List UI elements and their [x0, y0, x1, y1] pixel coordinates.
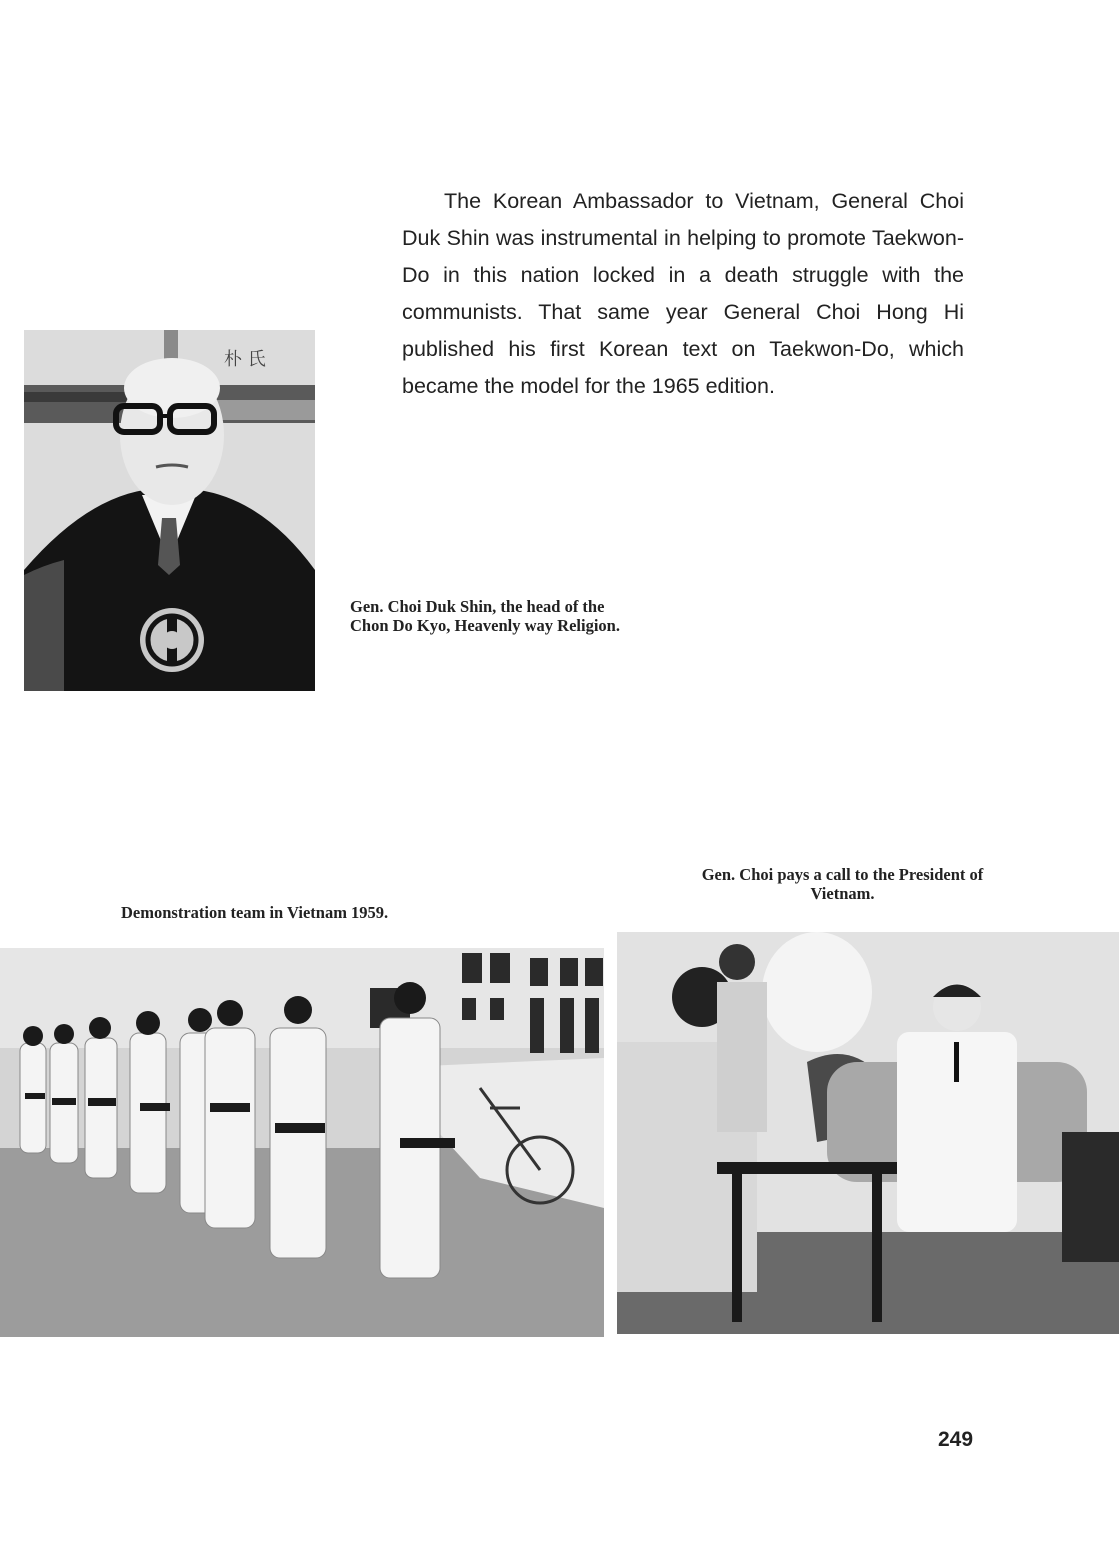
demonstration-caption: Demonstration team in Vietnam 1959.: [121, 903, 389, 922]
demonstration-photo: [0, 948, 604, 1337]
svg-text:朴 氏: 朴 氏: [224, 349, 266, 370]
portrait-photo: [24, 330, 315, 691]
page-number: 249: [938, 1428, 974, 1451]
meeting-caption: Gen. Choi pays a call to the President of Vietnam.: [701, 865, 984, 903]
portrait-caption: Gen. Choi Duk Shin, the head of the Chon Do Kyo, Heavenly way Religion.: [350, 597, 620, 635]
body-paragraph: The Korean Ambassador to Vietnam, General Choi Duk Shin was instrumental in helping to promote Taekwon-Do in this nation locked in a death struggle with the communists. That same year General Choi Hong Hi published his first Korean text on Taekwon-Do, which became the model for the 1965 edition.: [402, 189, 964, 398]
meeting-photo: [617, 932, 1119, 1334]
